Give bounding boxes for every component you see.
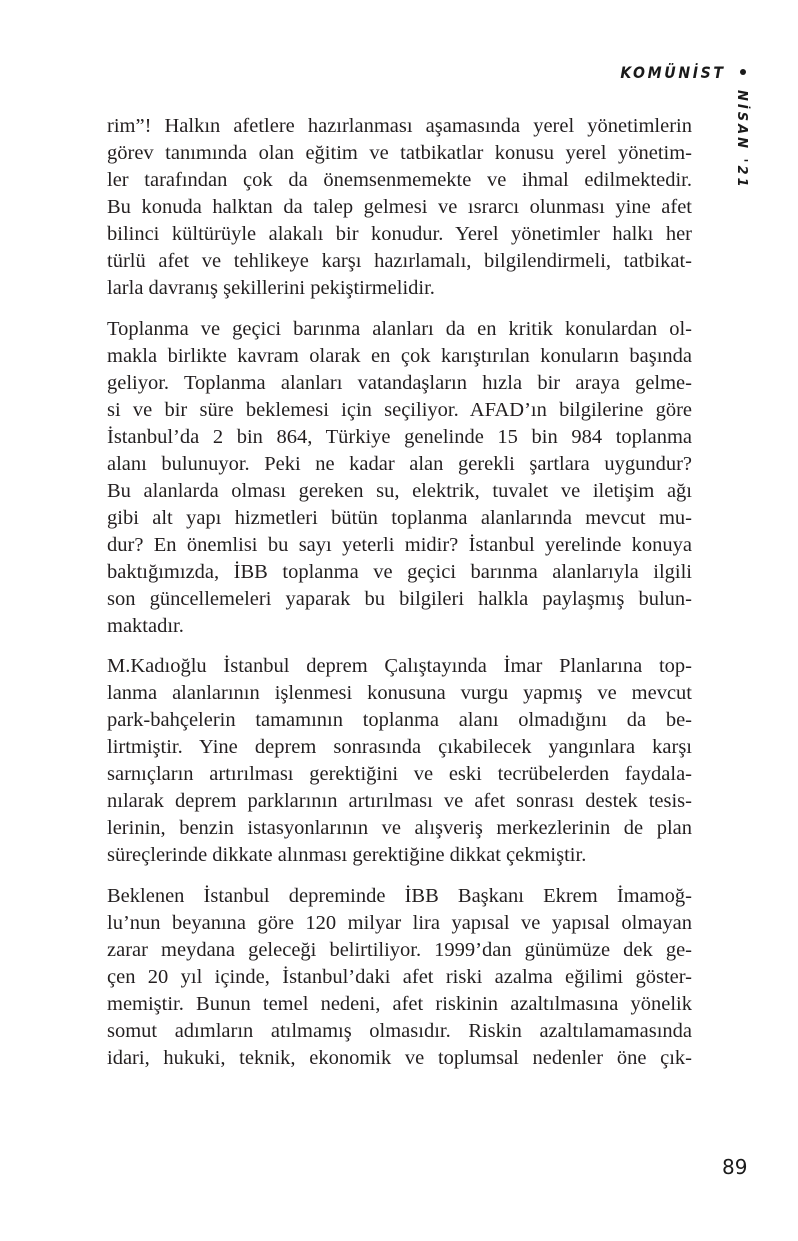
- text-line: gibi alt yapı hizmetleri bütün toplanma alanlarında mevcut mu-: [107, 506, 692, 529]
- text-line: makla birlikte kavram olarak en çok karıştırılan konuların başında: [107, 344, 692, 367]
- text-line: lanma alanlarının işlenmesi konusuna vurgu yapmış ve mevcut: [107, 682, 692, 704]
- bullet-separator-icon: [740, 69, 746, 75]
- text-line: alanı bulunuyor. Peki ne kadar alan gerekli şartlara uygundur?: [107, 452, 692, 475]
- text-line: lerinin, benzin istasyonlarının ve alışveriş merkezlerinin de plan: [107, 817, 692, 839]
- text-line: Beklenen İstanbul depreminde İBB Başkanı Ekrem İmamoğ-: [107, 884, 692, 907]
- text-line: park-bahçelerin tamamının toplanma alanı olmadığını da be-: [107, 709, 692, 731]
- text-line: baktığımızda, İBB toplanma ve geçici barınma alanlarıyla ilgili: [107, 560, 692, 583]
- text-line: türlü afet ve tehlikeye karşı hazırlamalı, bilgilendirmeli, tatbikat-: [107, 250, 692, 272]
- text-line: lu’nun beyanına göre 120 milyar lira yapısal ve yapısal olmayan: [107, 911, 692, 934]
- journal-name: KOMÜNİST: [620, 62, 726, 82]
- text-line: Toplanma ve geçici barınma alanları da en kritik konulardan ol-: [107, 317, 692, 340]
- text-line: son güncellemeleri yaparak bu bilgileri halkla paylaşmış bulun-: [107, 587, 692, 610]
- article-body: [107, 113, 692, 1085]
- paragraph-1: [107, 113, 692, 302]
- text-line: görev tanımında olan eğitim ve tatbikatlar konusu yerel yönetim-: [107, 142, 692, 164]
- issue-date-vertical: NİSAN '21: [734, 90, 749, 190]
- text-line: somut adımların atılmamış olmasıdır. Riskin azaltılamamasında: [107, 1019, 692, 1042]
- text-line: zarar meydana geleceği belirtiliyor. 1999’dan günümüze dek ge-: [107, 938, 692, 961]
- paragraph-2: [107, 316, 692, 640]
- page-number: 89: [722, 1155, 748, 1179]
- text-line: memiştir. Bunun temel nedeni, afet riskinin azaltılmasına yönelik: [107, 992, 692, 1015]
- running-head: [560, 60, 750, 84]
- paragraph-4: [107, 883, 692, 1072]
- text-line: idari, hukuki, teknik, ekonomik ve toplumsal nedenler öne çık-: [107, 1046, 692, 1069]
- text-line: ler tarafından çok da önemsenmemekte ve ihmal edilmektedir.: [107, 169, 692, 191]
- text-line: maktadır.: [107, 614, 184, 637]
- text-line: çen 20 yıl içinde, İstanbul’daki afet riski azalma eğilimi göster-: [107, 965, 692, 988]
- text-line: larla davranış şekillerini pekiştirmelidir.: [107, 277, 435, 299]
- text-line: lirtmiştir. Yine deprem sonrasında çıkabilecek yangınlara karşı: [107, 736, 692, 758]
- text-line: dur? En önemlisi bu sayı yeterli midir? İstanbul yerelinde konuya: [107, 533, 692, 556]
- text-line: geliyor. Toplanma alanları vatandaşların hızla bir araya gelme-: [107, 371, 692, 394]
- text-line: Bu alanlarda olması gereken su, elektrik, tuvalet ve iletişim ağı: [107, 479, 692, 502]
- text-line: süreçlerinde dikkate alınması gerektiğine dikkat çekmiştir.: [107, 844, 587, 866]
- text-line: sarnıçların artırılması gerektiğini ve eski tecrübelerden faydala-: [107, 763, 692, 785]
- text-line: M.Kadıoğlu İstanbul deprem Çalıştayında İmar Planlarına top-: [107, 655, 692, 677]
- text-line: İstanbul’da 2 bin 864, Türkiye genelinde 15 bin 984 toplanma: [107, 425, 692, 448]
- text-line: Bu konuda halktan da talep gelmesi ve ısrarcı olunması yine afet: [107, 196, 692, 218]
- text-line: nılarak deprem parklarının artırılması ve afet sonrası destek tesis-: [107, 790, 692, 812]
- text-line: si ve bir süre beklemesi için seçiliyor. AFAD’ın bilgilerine göre: [107, 398, 692, 421]
- text-line: bilinci kültürüyle alakalı bir konudur. Yerel yönetimler halkı her: [107, 223, 692, 245]
- text-line: rim”! Halkın afetlere hazırlanması aşamasında yerel yönetimlerin: [107, 115, 692, 137]
- paragraph-3: [107, 653, 692, 869]
